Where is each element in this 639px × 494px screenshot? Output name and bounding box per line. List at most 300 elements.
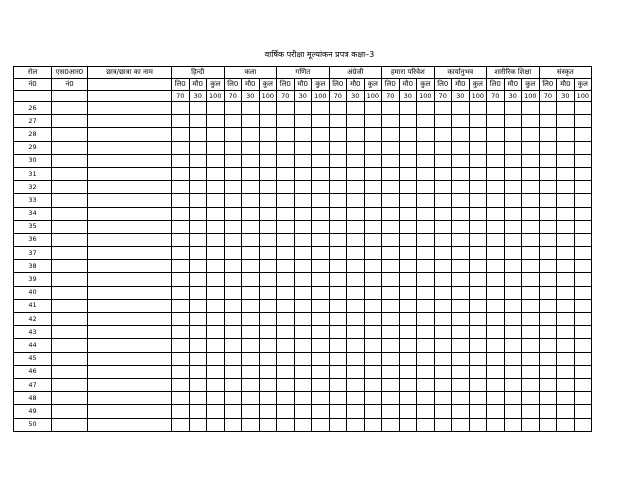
marks-cell[interactable] [539,273,557,286]
marks-cell[interactable] [347,247,365,260]
marks-cell[interactable] [539,286,557,299]
marks-cell[interactable] [434,405,452,418]
marks-cell[interactable] [487,418,505,431]
student-name-cell[interactable] [88,167,172,180]
marks-cell[interactable] [312,365,330,378]
marks-cell[interactable] [329,181,347,194]
sr-number-cell[interactable] [52,141,88,154]
marks-cell[interactable] [294,233,312,246]
marks-cell[interactable] [539,352,557,365]
marks-cell[interactable] [364,286,382,299]
marks-cell[interactable] [224,405,242,418]
marks-cell[interactable] [224,352,242,365]
marks-cell[interactable] [469,418,487,431]
marks-cell[interactable] [312,207,330,220]
sr-number-cell[interactable] [52,378,88,391]
marks-cell[interactable] [277,154,295,167]
marks-cell[interactable] [452,352,470,365]
marks-cell[interactable] [329,418,347,431]
marks-cell[interactable] [574,339,592,352]
marks-cell[interactable] [259,286,277,299]
marks-cell[interactable] [434,260,452,273]
marks-cell[interactable] [469,247,487,260]
marks-cell[interactable] [347,128,365,141]
marks-cell[interactable] [487,352,505,365]
marks-cell[interactable] [382,260,400,273]
marks-cell[interactable] [312,378,330,391]
marks-cell[interactable] [172,141,190,154]
marks-cell[interactable] [522,115,540,128]
marks-cell[interactable] [417,286,435,299]
marks-cell[interactable] [189,352,207,365]
marks-cell[interactable] [557,339,575,352]
marks-cell[interactable] [557,194,575,207]
marks-cell[interactable] [539,418,557,431]
marks-cell[interactable] [347,194,365,207]
marks-cell[interactable] [557,115,575,128]
marks-cell[interactable] [364,247,382,260]
marks-cell[interactable] [259,339,277,352]
marks-cell[interactable] [434,352,452,365]
sr-number-cell[interactable] [52,299,88,312]
marks-cell[interactable] [347,392,365,405]
marks-cell[interactable] [277,102,295,115]
marks-cell[interactable] [312,326,330,339]
marks-cell[interactable] [574,194,592,207]
marks-cell[interactable] [557,247,575,260]
marks-cell[interactable] [242,141,260,154]
student-name-cell[interactable] [88,352,172,365]
marks-cell[interactable] [434,233,452,246]
marks-cell[interactable] [294,392,312,405]
marks-cell[interactable] [277,326,295,339]
marks-cell[interactable] [312,313,330,326]
marks-cell[interactable] [557,352,575,365]
marks-cell[interactable] [207,378,225,391]
marks-cell[interactable] [347,299,365,312]
marks-cell[interactable] [417,378,435,391]
marks-cell[interactable] [469,181,487,194]
marks-cell[interactable] [294,326,312,339]
marks-cell[interactable] [487,378,505,391]
marks-cell[interactable] [259,299,277,312]
marks-cell[interactable] [574,260,592,273]
marks-cell[interactable] [364,181,382,194]
marks-cell[interactable] [294,194,312,207]
marks-cell[interactable] [242,207,260,220]
marks-cell[interactable] [207,141,225,154]
marks-cell[interactable] [382,286,400,299]
marks-cell[interactable] [329,339,347,352]
marks-cell[interactable] [259,273,277,286]
sr-number-cell[interactable] [52,115,88,128]
marks-cell[interactable] [522,418,540,431]
marks-cell[interactable] [347,260,365,273]
marks-cell[interactable] [242,352,260,365]
marks-cell[interactable] [504,260,522,273]
marks-cell[interactable] [417,365,435,378]
marks-cell[interactable] [539,405,557,418]
marks-cell[interactable] [417,260,435,273]
marks-cell[interactable] [277,207,295,220]
student-name-cell[interactable] [88,154,172,167]
marks-cell[interactable] [242,181,260,194]
marks-cell[interactable] [487,194,505,207]
marks-cell[interactable] [329,141,347,154]
marks-cell[interactable] [399,167,417,180]
marks-cell[interactable] [259,102,277,115]
marks-cell[interactable] [242,102,260,115]
marks-cell[interactable] [504,365,522,378]
marks-cell[interactable] [224,102,242,115]
marks-cell[interactable] [434,207,452,220]
marks-cell[interactable] [364,233,382,246]
marks-cell[interactable] [469,378,487,391]
marks-cell[interactable] [452,365,470,378]
student-name-cell[interactable] [88,326,172,339]
student-name-cell[interactable] [88,299,172,312]
marks-cell[interactable] [539,326,557,339]
marks-cell[interactable] [382,220,400,233]
marks-cell[interactable] [277,352,295,365]
marks-cell[interactable] [259,141,277,154]
marks-cell[interactable] [434,181,452,194]
marks-cell[interactable] [452,207,470,220]
marks-cell[interactable] [172,181,190,194]
marks-cell[interactable] [347,365,365,378]
marks-cell[interactable] [452,339,470,352]
marks-cell[interactable] [259,247,277,260]
marks-cell[interactable] [207,326,225,339]
marks-cell[interactable] [364,260,382,273]
marks-cell[interactable] [207,233,225,246]
marks-cell[interactable] [382,102,400,115]
marks-cell[interactable] [522,392,540,405]
marks-cell[interactable] [417,154,435,167]
marks-cell[interactable] [487,365,505,378]
marks-cell[interactable] [469,154,487,167]
marks-cell[interactable] [522,273,540,286]
marks-cell[interactable] [382,378,400,391]
marks-cell[interactable] [312,418,330,431]
marks-cell[interactable] [189,418,207,431]
marks-cell[interactable] [452,115,470,128]
marks-cell[interactable] [364,313,382,326]
marks-cell[interactable] [382,154,400,167]
marks-cell[interactable] [522,365,540,378]
marks-cell[interactable] [399,233,417,246]
marks-cell[interactable] [189,141,207,154]
marks-cell[interactable] [329,326,347,339]
marks-cell[interactable] [574,313,592,326]
marks-cell[interactable] [224,299,242,312]
marks-cell[interactable] [329,365,347,378]
marks-cell[interactable] [242,260,260,273]
marks-cell[interactable] [294,405,312,418]
marks-cell[interactable] [207,128,225,141]
marks-cell[interactable] [417,181,435,194]
student-name-cell[interactable] [88,339,172,352]
marks-cell[interactable] [434,220,452,233]
marks-cell[interactable] [539,128,557,141]
marks-cell[interactable] [172,299,190,312]
marks-cell[interactable] [487,233,505,246]
marks-cell[interactable] [469,207,487,220]
marks-cell[interactable] [417,273,435,286]
marks-cell[interactable] [417,392,435,405]
marks-cell[interactable] [574,326,592,339]
marks-cell[interactable] [294,247,312,260]
marks-cell[interactable] [539,141,557,154]
marks-cell[interactable] [452,378,470,391]
marks-cell[interactable] [399,141,417,154]
marks-cell[interactable] [417,418,435,431]
marks-cell[interactable] [434,273,452,286]
marks-cell[interactable] [224,418,242,431]
marks-cell[interactable] [294,102,312,115]
marks-cell[interactable] [574,405,592,418]
marks-cell[interactable] [277,286,295,299]
marks-cell[interactable] [207,339,225,352]
marks-cell[interactable] [189,405,207,418]
marks-cell[interactable] [574,220,592,233]
marks-cell[interactable] [487,102,505,115]
marks-cell[interactable] [242,392,260,405]
marks-cell[interactable] [189,378,207,391]
marks-cell[interactable] [189,260,207,273]
marks-cell[interactable] [452,167,470,180]
marks-cell[interactable] [417,313,435,326]
marks-cell[interactable] [347,115,365,128]
marks-cell[interactable] [172,273,190,286]
marks-cell[interactable] [399,273,417,286]
marks-cell[interactable] [522,233,540,246]
marks-cell[interactable] [487,154,505,167]
marks-cell[interactable] [294,220,312,233]
student-name-cell[interactable] [88,405,172,418]
marks-cell[interactable] [364,115,382,128]
marks-cell[interactable] [522,313,540,326]
marks-cell[interactable] [207,273,225,286]
marks-cell[interactable] [189,299,207,312]
marks-cell[interactable] [504,141,522,154]
marks-cell[interactable] [434,313,452,326]
marks-cell[interactable] [539,339,557,352]
marks-cell[interactable] [417,233,435,246]
marks-cell[interactable] [399,102,417,115]
marks-cell[interactable] [522,286,540,299]
student-name-cell[interactable] [88,128,172,141]
marks-cell[interactable] [172,194,190,207]
marks-cell[interactable] [207,247,225,260]
marks-cell[interactable] [294,167,312,180]
marks-cell[interactable] [399,313,417,326]
marks-cell[interactable] [364,220,382,233]
marks-cell[interactable] [259,233,277,246]
marks-cell[interactable] [364,128,382,141]
marks-cell[interactable] [574,378,592,391]
marks-cell[interactable] [487,299,505,312]
marks-cell[interactable] [242,273,260,286]
marks-cell[interactable] [574,141,592,154]
sr-number-cell[interactable] [52,392,88,405]
marks-cell[interactable] [189,154,207,167]
marks-cell[interactable] [277,260,295,273]
sr-number-cell[interactable] [52,247,88,260]
marks-cell[interactable] [469,339,487,352]
sr-number-cell[interactable] [52,405,88,418]
marks-cell[interactable] [207,418,225,431]
marks-cell[interactable] [277,181,295,194]
marks-cell[interactable] [504,352,522,365]
marks-cell[interactable] [452,220,470,233]
marks-cell[interactable] [329,260,347,273]
marks-cell[interactable] [242,299,260,312]
marks-cell[interactable] [539,260,557,273]
marks-cell[interactable] [382,181,400,194]
sr-number-cell[interactable] [52,326,88,339]
marks-cell[interactable] [522,339,540,352]
marks-cell[interactable] [259,326,277,339]
marks-cell[interactable] [382,128,400,141]
marks-cell[interactable] [434,286,452,299]
marks-cell[interactable] [242,378,260,391]
marks-cell[interactable] [224,115,242,128]
marks-cell[interactable] [574,167,592,180]
marks-cell[interactable] [312,115,330,128]
marks-cell[interactable] [487,141,505,154]
marks-cell[interactable] [277,418,295,431]
marks-cell[interactable] [539,299,557,312]
marks-cell[interactable] [224,378,242,391]
marks-cell[interactable] [487,220,505,233]
marks-cell[interactable] [452,128,470,141]
marks-cell[interactable] [557,154,575,167]
marks-cell[interactable] [382,247,400,260]
marks-cell[interactable] [557,299,575,312]
marks-cell[interactable] [259,207,277,220]
marks-cell[interactable] [172,313,190,326]
marks-cell[interactable] [172,352,190,365]
marks-cell[interactable] [382,141,400,154]
marks-cell[interactable] [347,233,365,246]
marks-cell[interactable] [504,220,522,233]
marks-cell[interactable] [364,154,382,167]
marks-cell[interactable] [417,352,435,365]
marks-cell[interactable] [557,313,575,326]
marks-cell[interactable] [224,141,242,154]
marks-cell[interactable] [504,154,522,167]
marks-cell[interactable] [434,154,452,167]
marks-cell[interactable] [172,260,190,273]
marks-cell[interactable] [487,115,505,128]
marks-cell[interactable] [294,115,312,128]
marks-cell[interactable] [259,154,277,167]
marks-cell[interactable] [242,233,260,246]
marks-cell[interactable] [294,207,312,220]
marks-cell[interactable] [312,194,330,207]
marks-cell[interactable] [539,181,557,194]
marks-cell[interactable] [277,220,295,233]
marks-cell[interactable] [224,207,242,220]
marks-cell[interactable] [364,365,382,378]
marks-cell[interactable] [487,181,505,194]
student-name-cell[interactable] [88,286,172,299]
marks-cell[interactable] [329,378,347,391]
marks-cell[interactable] [329,233,347,246]
marks-cell[interactable] [557,181,575,194]
marks-cell[interactable] [189,273,207,286]
marks-cell[interactable] [539,207,557,220]
marks-cell[interactable] [557,141,575,154]
marks-cell[interactable] [574,233,592,246]
marks-cell[interactable] [364,339,382,352]
marks-cell[interactable] [207,260,225,273]
marks-cell[interactable] [277,273,295,286]
marks-cell[interactable] [242,167,260,180]
student-name-cell[interactable] [88,194,172,207]
marks-cell[interactable] [364,141,382,154]
marks-cell[interactable] [417,207,435,220]
marks-cell[interactable] [364,326,382,339]
marks-cell[interactable] [312,260,330,273]
marks-cell[interactable] [522,260,540,273]
sr-number-cell[interactable] [52,286,88,299]
marks-cell[interactable] [399,418,417,431]
marks-cell[interactable] [399,352,417,365]
marks-cell[interactable] [207,154,225,167]
marks-cell[interactable] [277,392,295,405]
marks-cell[interactable] [347,352,365,365]
marks-cell[interactable] [504,299,522,312]
marks-cell[interactable] [224,220,242,233]
sr-number-cell[interactable] [52,181,88,194]
marks-cell[interactable] [242,286,260,299]
marks-cell[interactable] [172,102,190,115]
student-name-cell[interactable] [88,247,172,260]
marks-cell[interactable] [294,339,312,352]
marks-cell[interactable] [224,273,242,286]
marks-cell[interactable] [294,141,312,154]
sr-number-cell[interactable] [52,233,88,246]
marks-cell[interactable] [504,378,522,391]
marks-cell[interactable] [504,247,522,260]
marks-cell[interactable] [452,233,470,246]
marks-cell[interactable] [557,418,575,431]
marks-cell[interactable] [417,102,435,115]
marks-cell[interactable] [539,115,557,128]
marks-cell[interactable] [189,207,207,220]
marks-cell[interactable] [259,115,277,128]
marks-cell[interactable] [347,141,365,154]
marks-cell[interactable] [312,299,330,312]
marks-cell[interactable] [452,392,470,405]
marks-cell[interactable] [469,273,487,286]
marks-cell[interactable] [504,233,522,246]
marks-cell[interactable] [574,115,592,128]
marks-cell[interactable] [277,128,295,141]
marks-cell[interactable] [189,194,207,207]
marks-cell[interactable] [382,392,400,405]
marks-cell[interactable] [539,365,557,378]
marks-cell[interactable] [172,154,190,167]
sr-number-cell[interactable] [52,102,88,115]
marks-cell[interactable] [172,365,190,378]
marks-cell[interactable] [189,128,207,141]
marks-cell[interactable] [329,299,347,312]
marks-cell[interactable] [434,194,452,207]
marks-cell[interactable] [399,299,417,312]
